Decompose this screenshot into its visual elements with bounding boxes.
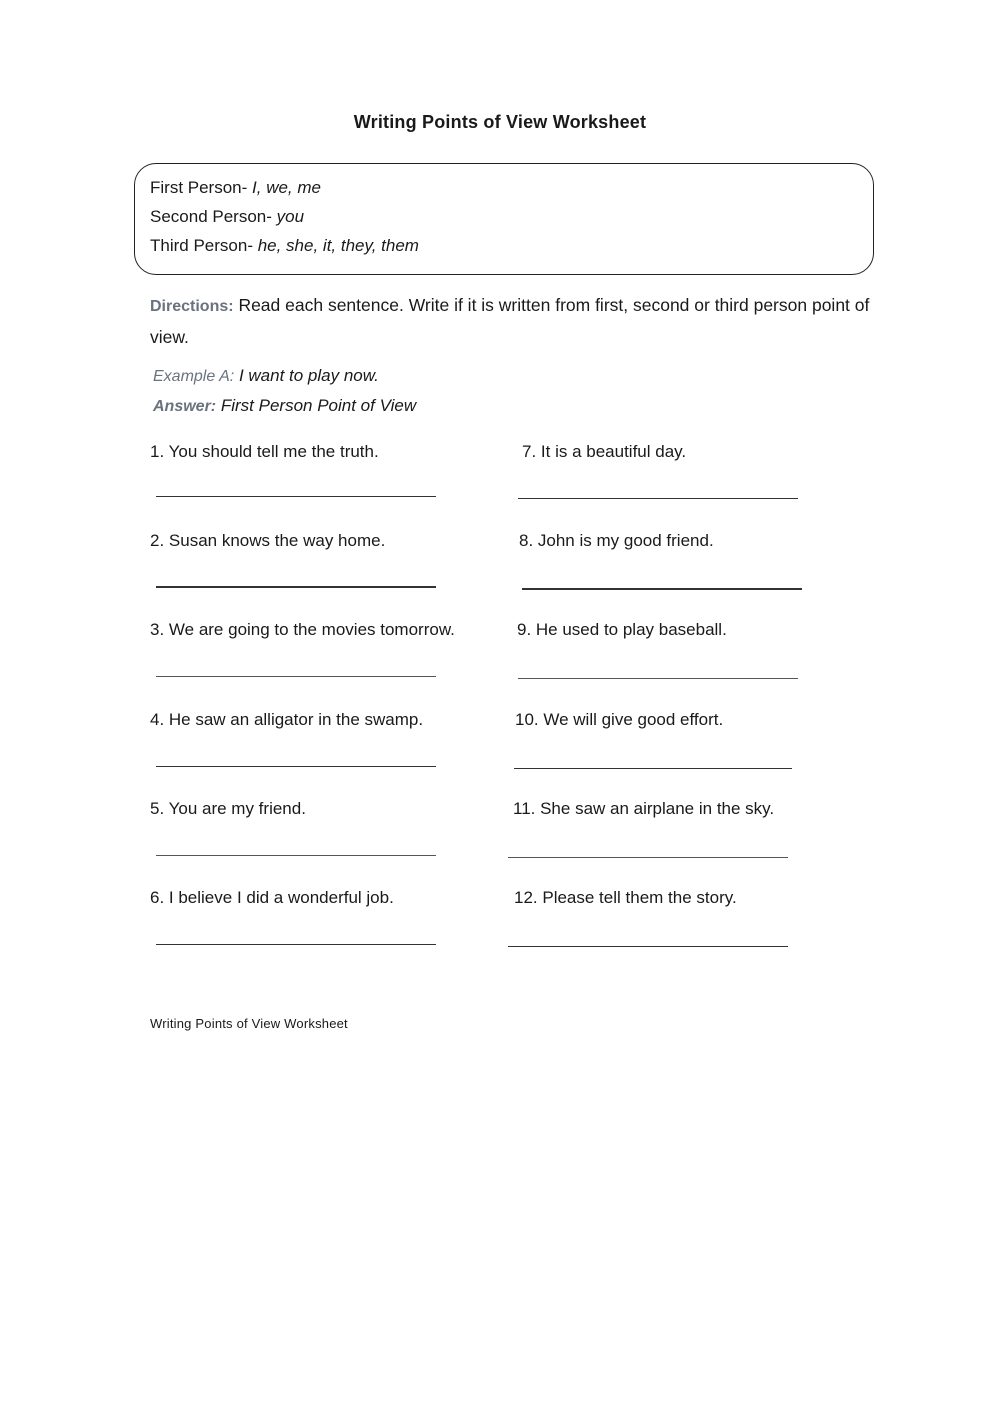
question-11: 11. She saw an airplane in the sky. [513,799,775,818]
answer-line-8[interactable] [522,588,802,590]
answer-line-7[interactable] [518,498,798,499]
footer-text: Writing Points of View Worksheet [150,1016,348,1031]
answer-line-5[interactable] [156,855,436,856]
question-3: 3. We are going to the movies tomorrow. [150,620,455,639]
second-person-row [150,206,304,228]
question-9: 9. He used to play baseball. [517,620,727,639]
directions-text: Read each sentence. Write if it is written from first, second or third person point of view. [150,295,870,347]
question-6: 6. I believe I did a wonderful job. [150,888,394,907]
pronoun-label: Third Person- [150,236,258,255]
question-2: 2. Susan knows the way home. [150,531,386,550]
answer-label: Answer: [153,398,217,415]
answer-text: First Person Point of View [216,396,417,415]
example-answer [153,396,416,416]
directions [150,290,870,352]
question-10: 10. We will give good effort. [515,710,724,729]
answer-line-11[interactable] [508,857,788,858]
answer-line-3[interactable] [156,676,436,677]
question-7: 7. It is a beautiful day. [522,442,687,461]
answer-line-1[interactable] [156,496,436,497]
example-sentence [153,366,379,386]
question-12: 12. Please tell them the story. [514,888,737,907]
question-1: 1. You should tell me the truth. [150,442,379,461]
page-title: Writing Points of View Worksheet [353,112,647,132]
first-person-row [150,177,321,199]
question-4: 4. He saw an alligator in the swamp. [150,710,424,729]
directions-label: Directions: [150,298,234,315]
pronoun-words: he, she, it, they, them [257,236,419,255]
third-person-row [150,235,419,257]
pronoun-label: Second Person- [150,207,277,226]
answer-line-10[interactable] [514,768,792,769]
answer-line-12[interactable] [508,946,788,947]
pronoun-reference-box [134,163,874,275]
pronoun-words: you [276,207,305,226]
question-5: 5. You are my friend. [150,799,306,818]
example-text: I want to play now. [234,366,379,385]
example-label: Example A: [153,368,235,385]
pronoun-words: I, we, me [252,178,321,197]
question-8: 8. John is my good friend. [519,531,714,550]
answer-line-4[interactable] [156,766,436,767]
pronoun-label: First Person- [150,178,253,197]
answer-line-2[interactable] [156,586,436,588]
answer-line-6[interactable] [156,944,436,945]
answer-line-9[interactable] [518,678,798,679]
